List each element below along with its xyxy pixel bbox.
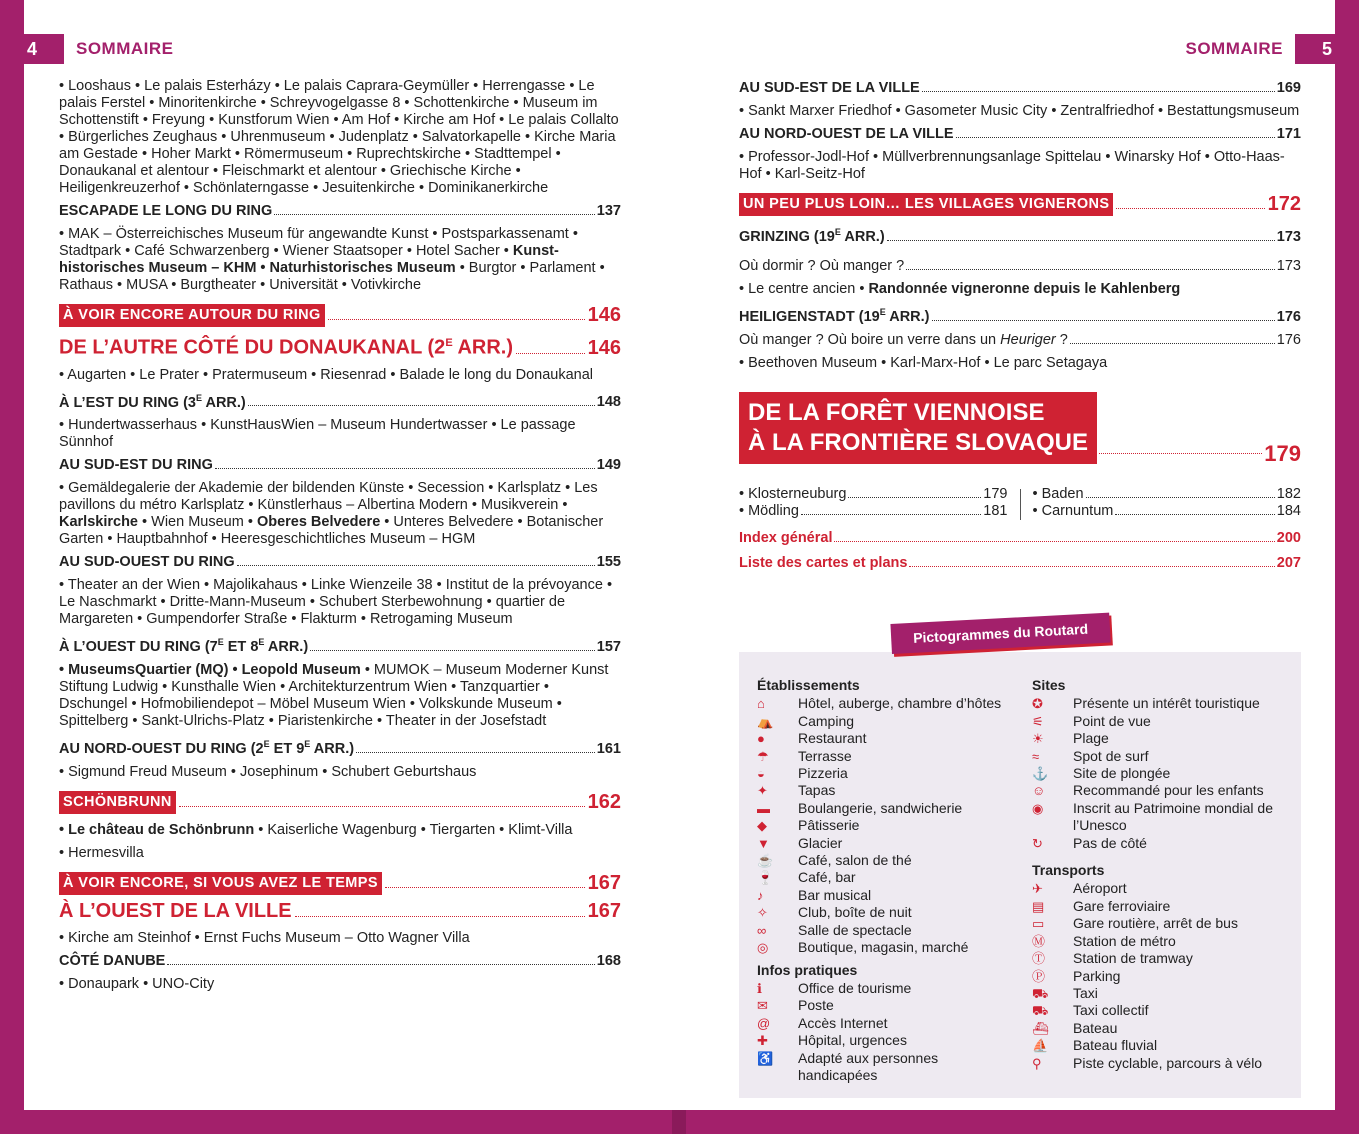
legend-item: [757, 869, 1019, 886]
legend-label: Pas de côté: [1073, 834, 1147, 851]
legend-label: Taxi: [1073, 984, 1098, 1001]
legend-item: [1032, 1055, 1292, 1072]
toc-label: GRINZING ($19^E$ ARR.): [739, 227, 885, 245]
legend-item: [757, 997, 1019, 1014]
section-page: 167: [587, 872, 621, 895]
toc-label: HEILIGENSTADT ($19^E$ ARR.): [739, 306, 930, 325]
toc-page: 171: [1276, 126, 1301, 142]
danube-list: • Donaupark • UNO-City: [59, 976, 215, 993]
section-page: 167: [587, 900, 621, 923]
toc-page: 149: [596, 457, 621, 474]
legend-label: Bateau fluvial: [1073, 1037, 1158, 1054]
pictogram-icon: ≈: [1032, 748, 1040, 764]
legend-heading: Infos pratiques: [757, 961, 858, 978]
legend-label: Pizzeria: [798, 765, 848, 782]
legend-item: [1032, 835, 1292, 852]
pictogram-icon: ☺: [1032, 783, 1046, 799]
toc-page: 176: [1276, 331, 1301, 348]
top-margin: [24, 0, 1335, 34]
pictogram-icon: ▤: [1032, 898, 1045, 914]
toc-page: 173: [1276, 228, 1301, 245]
legend-item: [757, 748, 1019, 765]
legend-label: Hôpital, urgences: [798, 1032, 907, 1049]
sud-est-list: • Gemäldegalerie der Akademie der bildenden Künste • Secession • Karlsplatz • Les pavillons du métro Karlsplatz • Künstlerhaus – Albertina Modern • Musikverein • Karlskirche • Wien Museum • Oberes Belvedere • Unteres Belvedere • Botanischer Garten • Hauptbahnhof • Heeresgeschichtliches Museum – HGM: [59, 480, 604, 548]
legend-item: [757, 817, 1019, 834]
legend-infos-list: [757, 980, 1019, 1084]
legend-label: Inscrit au Patrimoine mondial de l’Unesco: [1073, 799, 1273, 834]
toc-page: 161: [596, 741, 621, 758]
pictogram-icon: ▭: [1032, 916, 1045, 932]
legend-item: [757, 835, 1019, 852]
toc-page: 173: [1276, 257, 1301, 274]
section-villages[interactable]: [739, 193, 1301, 216]
pictogram-icon: ♪: [757, 887, 764, 903]
legend-label: Bar musical: [798, 886, 872, 903]
pictogram-icon: ▼: [757, 835, 770, 851]
legend-label: Accès Internet: [798, 1014, 888, 1031]
section-voir-temps[interactable]: [59, 872, 621, 895]
pictogram-icon: ◉: [1032, 800, 1044, 816]
toc-label: AU SUD-EST DU RING: [59, 457, 213, 474]
legend-item: [1032, 880, 1292, 897]
legend-label: Office de tourisme: [798, 979, 912, 996]
toc-label: AU SUD-OUEST DU RING: [59, 554, 235, 571]
pictogram-icon: ◆: [757, 818, 767, 834]
pictogram-icon: ⛟: [1032, 985, 1049, 1001]
pictogram-icon: ◒: [757, 766, 765, 782]
est-list: • Hundertwasserhaus • KunstHausWien – Museum Hundertwasser • Le passage Sünnhof: [59, 417, 576, 451]
toc-page: 157: [596, 639, 621, 656]
legend-label: Spot de surf: [1073, 747, 1149, 764]
toc-nord-ouest-ville[interactable]: [739, 126, 1301, 143]
pictogram-icon: ⚓: [1032, 766, 1049, 782]
toc-label: Liste des cartes et plans: [739, 554, 908, 571]
legend-item: [1032, 748, 1292, 765]
left-border: [0, 0, 24, 1134]
legend-transports-list: [1032, 880, 1292, 1071]
section-label: DE L’AUTRE CÔTÉ DU DONAUKANAL ($2^E$ ARR.): [59, 336, 514, 359]
pictogram-icon: ∞: [757, 922, 767, 938]
escapade-list: • MAK – Österreichisches Museum für angewandte Kunst • Postsparkassenamt • Stadtpark • Café Schwarzenberg • Wiener Staatsoper • Hotel Sacher • Kunsthistorisches Museum – KHM • Naturhistorisches Museum • Burgtor • Parlament • Rathaus • MUSA • Burgtheater • Universität • Votivkirche: [59, 226, 605, 293]
legend-label: Gare ferroviaire: [1073, 897, 1171, 914]
left-column: [59, 78, 621, 999]
nord-ouest-ville-list: • Professor-Jodl-Hof • Müllverbrennungsanlage Spittelau • Winarsky Hof • Otto-Haas-Hof • Karl-Seitz-Hof: [739, 149, 1285, 182]
legend-item: [1032, 730, 1292, 747]
legend-item: [757, 800, 1019, 817]
legend-label: Tapas: [798, 782, 836, 799]
foret-subentries: [739, 486, 1301, 520]
section-label: À VOIR ENCORE, SI VOUS AVEZ LE TEMPS: [59, 872, 382, 895]
toc-label: À L’EST DU RING ($3^E$ ARR.): [59, 392, 246, 411]
pictogram-icon: ✦: [757, 783, 768, 799]
pictogram-icon: ♿: [757, 1050, 774, 1066]
legend-label: Taxi collectif: [1073, 1002, 1149, 1019]
legend-item: [757, 765, 1019, 782]
pictogram-icon: Ⓜ: [1032, 933, 1046, 949]
schonbrunn-list-2: • Hermesvilla: [59, 845, 144, 862]
toc-sud-est-ring[interactable]: [59, 457, 621, 474]
legend-label: Boulangerie, sandwicherie: [798, 799, 963, 816]
legend-heading: Transports: [1032, 862, 1105, 879]
pictogram-icon: Ⓣ: [1032, 951, 1046, 967]
section-ouest-ville[interactable]: [59, 900, 621, 923]
toc-cartes[interactable]: [739, 555, 1301, 572]
legend-item: [1032, 800, 1292, 835]
toc-label: CÔTÉ DANUBE: [59, 953, 166, 970]
legend-label: Gare routière, arrêt de bus: [1073, 915, 1238, 932]
toc-label: AU NORD-OUEST DE LA VILLE: [739, 126, 954, 142]
legend-item: [757, 782, 1019, 799]
section-page: 172: [1267, 193, 1301, 215]
section-page: 146: [587, 336, 621, 359]
toc-grinzing[interactable]: [739, 224, 1301, 246]
donaukanal-list: • Augarten • Le Prater • Pratermuseum • Riesenrad • Balade le long du Donaukanal: [59, 366, 593, 383]
ouest-ville-list: • Kirche am Steinhof • Ernst Fuchs Museum – Otto Wagner Villa: [59, 930, 470, 947]
legend-item: [1032, 933, 1292, 950]
legend-label: Station de métro: [1073, 932, 1176, 949]
legend-title: Pictogrammes du Routard: [890, 613, 1110, 654]
pictogram-icon: @: [757, 1015, 771, 1031]
pictogram-icon: ✧: [757, 905, 768, 921]
pictogram-icon: ⛟: [1032, 1003, 1049, 1019]
toc-carnuntum[interactable]: • Carnuntum 184: [1032, 502, 1301, 519]
legend-sites-list: [1032, 695, 1292, 852]
section-page: 146: [587, 304, 621, 326]
legend-item: [1032, 1002, 1292, 1019]
book-gutter: [672, 1110, 686, 1134]
toc-label: Où manger ? Où boire un verre dans un Heuriger ?: [739, 331, 1068, 348]
legend-label: Bateau: [1073, 1019, 1118, 1036]
toc-baden[interactable]: • Baden 182: [1032, 485, 1301, 502]
legend-item: [1032, 713, 1292, 730]
toc-page: 168: [596, 953, 621, 970]
legend-label: Boutique, magasin, marché: [798, 939, 969, 956]
right-border: [1335, 0, 1359, 1134]
legend-left-col: [757, 674, 1019, 1084]
section-donaukanal[interactable]: [59, 335, 621, 359]
legend-item: [1032, 782, 1292, 799]
legend-label: Restaurant: [798, 730, 867, 747]
legend-item: [1032, 765, 1292, 782]
legend-item: [757, 904, 1019, 921]
toc-page: 155: [596, 554, 621, 571]
toc-danube[interactable]: [59, 953, 621, 970]
legend-item: [1032, 950, 1292, 967]
legend-item: [757, 939, 1019, 956]
section-voir-ring[interactable]: [59, 304, 621, 327]
pictogram-icon: ⛵: [1032, 1038, 1049, 1054]
intro-list: • Looshaus • Le palais Esterházy • Le palais Caprara-Geymüller • Herrengasse • Le palais Ferstel • Minoritenkirche • Schreyvogelgasse 8 • Schottenkirche • Museum im Schottenstift • Freyung • Kunstforum Wien • Am Hof • Kirche am Hof • Le palais Collalto • Bürgerliches Zeughaus • Uhrenmuseum • Judenplatz • Salvatorkapelle • Kirche Maria am Gestade • Hoher Markt • Römermuseum • Ruprechtskirche • Stadttempel • Donaukanal et alentour • Fleischmarkt et alentour • Griechische Kirche • Heiligenkreuzerhof • Schönlaterngasse • Jesuitenkirche • Dominikanerkirche: [59, 78, 619, 196]
section-page: 162: [587, 791, 621, 814]
legend-item: [1032, 915, 1292, 932]
legend-item: [757, 1015, 1019, 1032]
legend-item: [757, 887, 1019, 904]
legend-right-col: [1032, 674, 1292, 1072]
toc-page: 169: [1276, 80, 1301, 96]
legend-heading: Établissements: [757, 677, 860, 693]
legend-label: Club, boîte de nuit: [798, 904, 912, 921]
pictogram-icon: ℹ: [757, 980, 762, 996]
legend-item: [1032, 1037, 1292, 1054]
toc-page: 176: [1276, 308, 1301, 325]
section-label: À VOIR ENCORE AUTOUR DU RING: [59, 304, 325, 327]
toc-label: Index général: [739, 529, 833, 546]
legend-label: Café, bar: [798, 869, 856, 886]
toc-sud-ouest-ring[interactable]: [59, 554, 621, 571]
legend-item: [757, 922, 1019, 939]
toc-ou-manger[interactable]: [739, 332, 1301, 349]
page-number-left: 4: [0, 34, 64, 64]
legend-label: Camping: [798, 712, 855, 729]
pictogram-icon: ⚲: [1032, 1055, 1042, 1071]
sud-est-ville-list: • Sankt Marxer Friedhof • Gasometer Music City • Zentralfriedhof • Bestattungsmuseum: [739, 103, 1300, 119]
toc-label: ESCAPADE LE LONG DU RING: [59, 203, 273, 219]
legend-item: [757, 980, 1019, 997]
legend-item: [1032, 1020, 1292, 1037]
legend-item: [757, 1050, 1019, 1085]
legend-label: Salle de spectacle: [798, 921, 912, 938]
toc-index[interactable]: [739, 530, 1301, 547]
legend-heading: Sites: [1032, 677, 1066, 693]
legend-item: [757, 713, 1019, 730]
schonbrunn-list: • Le château de Schönbrunn • Kaiserliche Wagenburg • Tiergarten • Klimt-Villa: [59, 822, 573, 839]
section-label: UN PEU PLUS LOIN… LES VILLAGES VIGNERONS: [739, 193, 1113, 216]
toc-modling[interactable]: • Mödling 181: [739, 502, 1008, 519]
toc-label: AU NORD-OUEST DU RING ($2^E$ ET $9^E$ ARR.): [59, 739, 355, 758]
legend-label: Station de tramway: [1073, 950, 1193, 967]
ouest-list: • MuseumsQuartier (MQ) • Leopold Museum • MUMOK – Museum Moderner Kunst Stiftung Ludwig • Kunsthalle Wien • Architekturzentrum Wien • Tanzquartier • Dschungel • Hofmobiliendepot – Möbel Museum Wien • Volkskunde Museum • Spittelberg • Sankt-Ulrichs-Platz • Piaristenkirche • Theater in der Josefstadt: [59, 662, 609, 730]
toc-ouest-ring[interactable]: [59, 634, 621, 656]
legend-label: Hôtel, auberge, chambre d’hôtes: [798, 695, 1002, 712]
pictogram-icon: ☀: [1032, 731, 1044, 747]
legend-label: Café, salon de thé: [798, 852, 912, 869]
sud-ouest-list: • Theater an der Wien • Majolikahaus • Linke Wienzeile 38 • Institut de la prévoyance • Le Naschmarkt • Dritte-Mann-Museum • Schubert Sterbewohnung • quartier de Margareten • Gumpendorfer Straße • Flakturm • Retrogaming Museum: [59, 577, 613, 628]
legend-label: Aéroport: [1073, 880, 1127, 897]
pictogram-icon: Ⓟ: [1032, 968, 1046, 984]
section-page: 179: [1264, 440, 1301, 466]
toc-escapade[interactable]: [59, 203, 621, 220]
legend-item: [1032, 898, 1292, 915]
toc-page: 207: [1276, 554, 1301, 571]
legend-label: Pâtisserie: [798, 817, 860, 834]
pictogram-icon: 🍷: [757, 870, 774, 886]
nord-ouest-list: • Sigmund Freud Museum • Josephinum • Schubert Geburtshaus: [59, 764, 477, 781]
heiligenstadt-list: • Beethoven Museum • Karl-Marx-Hof • Le parc Setagaya: [739, 354, 1108, 371]
toc-est-ring[interactable]: [59, 390, 621, 412]
pictogram-icon: ✈: [1032, 881, 1043, 897]
pictogram-icon: ↻: [1032, 835, 1043, 851]
right-column: [739, 78, 1301, 580]
pictogram-icon: ☕: [757, 853, 774, 869]
page-title-left: SOMMAIRE: [76, 39, 174, 58]
legend-item: [1032, 985, 1292, 1002]
pictogram-icon: ⌂: [757, 696, 765, 712]
section-foret[interactable]: [739, 392, 1301, 464]
page-title-right: SOMMAIRE: [1185, 39, 1283, 58]
legend-label: Point de vue: [1073, 712, 1151, 729]
legend-etab-list: [757, 695, 1019, 956]
legend-label: Piste cyclable, parcours à vélo: [1073, 1054, 1263, 1071]
toc-ou-dormir[interactable]: [739, 258, 1301, 275]
toc-page: 148: [596, 394, 621, 411]
legend-label: Poste: [798, 997, 834, 1014]
legend-item: [757, 730, 1019, 747]
section-label: SCHÖNBRUNN: [59, 791, 176, 814]
legend-label: Terrasse: [798, 747, 852, 764]
toc-klosterneuburg[interactable]: • Klosterneuburg 179: [739, 485, 1008, 502]
pictogram-icon: ◎: [757, 940, 769, 956]
legend-item: [1032, 695, 1292, 712]
toc-nord-ouest-ring[interactable]: [59, 736, 621, 758]
toc-label: Où dormir ? Où manger ?: [739, 257, 905, 274]
pictogram-icon: ✪: [1032, 696, 1043, 712]
pictogram-icon: ⛺: [757, 713, 774, 729]
pictogram-icon: ⛴: [1032, 1020, 1049, 1036]
section-label: À L’OUEST DE LA VILLE: [59, 900, 292, 923]
legend-label: Glacier: [798, 834, 843, 851]
legend-label: Recommandé pour les enfants: [1073, 782, 1264, 799]
legend-item: [757, 1032, 1019, 1049]
pictogram-icon: ☂: [757, 748, 769, 764]
legend-label: Plage: [1073, 730, 1109, 747]
legend-label: Site de plongée: [1073, 765, 1171, 782]
toc-label: AU SUD-EST DE LA VILLE: [739, 80, 920, 96]
legend-item: [1032, 968, 1292, 985]
legend-item: [757, 852, 1019, 869]
toc-heiligenstadt[interactable]: [739, 304, 1301, 326]
legend-label: Adapté aux personnes handicapées: [798, 1049, 939, 1083]
centre-list: • Le centre ancien • Randonnée vigneronne depuis le Kahlenberg: [739, 280, 1181, 297]
toc-sud-est-ville[interactable]: [739, 80, 1301, 97]
legend-label: Présente un intérêt touristique: [1073, 695, 1260, 712]
page-number-right: 5: [1295, 34, 1359, 64]
toc-page: 200: [1276, 529, 1301, 546]
pictogram-icon: ✚: [757, 1033, 768, 1049]
legend-label: Parking: [1073, 967, 1121, 984]
pictogram-icon: ✉: [757, 998, 768, 1014]
pictogram-icon: ●: [757, 731, 765, 747]
legend-item: [757, 695, 1019, 712]
toc-page: 137: [596, 203, 621, 219]
toc-label: À L’OUEST DU RING ($7^E$ ET $8^E$ ARR.): [59, 637, 309, 656]
section-label: DE LA FORÊT VIENNOISE À LA FRONTIÈRE SLOVAQUE: [739, 392, 1097, 464]
section-schonbrunn[interactable]: [59, 791, 621, 814]
pictogram-icon: ⚟: [1032, 713, 1044, 729]
pictogram-icon: ▬: [757, 800, 770, 816]
